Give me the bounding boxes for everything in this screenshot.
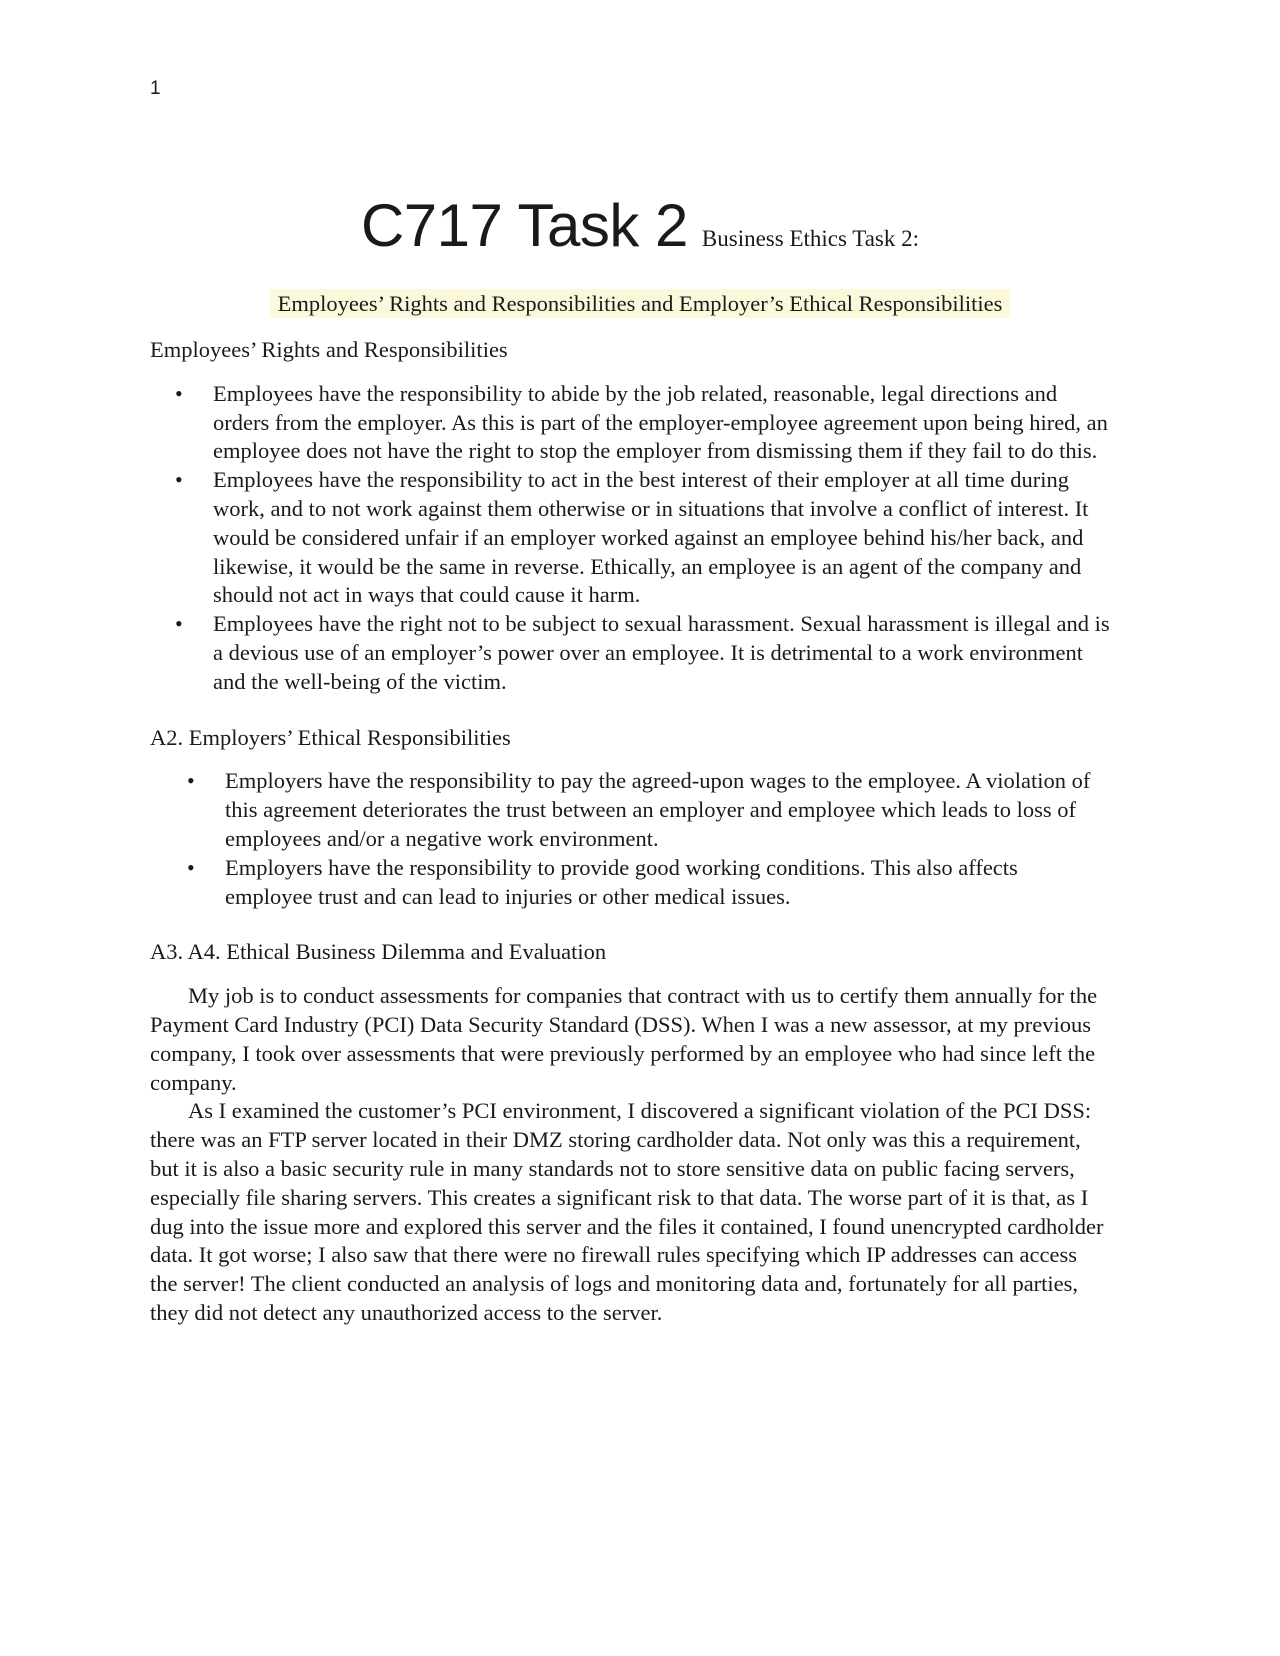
- spacer: [150, 911, 1110, 938]
- list-item-text: Employees have the responsibility to act in the best interest of their employer at all time during work, and to not work against them otherwise or in situations that involve a conflict of interest. It would be considered unfair if an employer worked against an employee behind his/her back, and likewise, it would be the same in reverse. Ethically, an employee is an agent of the company and should not act in ways that could cause it harm.: [213, 467, 1089, 608]
- list-item: [150, 610, 1110, 696]
- page-number: 1: [150, 78, 161, 99]
- document-body: [150, 336, 1110, 1328]
- list-item-text: Employers have the responsibility to pay the agreed-upon wages to the employee. A violation of this agreement deteriorates the trust between an employer and employee which leads to loss of employees and/or a negative work environment.: [225, 768, 1091, 851]
- bullet-icon: •: [187, 854, 195, 880]
- employee-rights-list: [150, 380, 1110, 697]
- document-title: [0, 192, 1280, 259]
- bullet-icon: •: [175, 380, 183, 406]
- title-main: C717 Task 2: [360, 192, 688, 259]
- body-paragraph: As I examined the customer’s PCI environment, I discovered a significant violation of the PCI DSS: there was an FTP server located in their DMZ storing cardholder data. Not only was this a requirement, but it is also a basic security rule in many standards not to store sensitive data on public facing servers, especially file sharing servers. This creates a significant risk to that data. The worse part of it is that, as I dug into the issue more and explored this server and the files it contained, I found unencrypted cardholder data. It got worse; I also saw that there were no firewall rules specifying which IP addresses can access the server! The client conducted an analysis of logs and monitoring data and, fortunately for all parties, they did not detect any unauthorized access to the server.: [150, 1098, 1104, 1325]
- list-item: [150, 767, 1110, 853]
- section-heading-employee-rights: Employees’ Rights and Responsibilities: [150, 337, 508, 362]
- list-item: [150, 466, 1110, 610]
- list-item-text: Employers have the responsibility to provide good working conditions. This also affects employee trust and can lead to injuries or other medical issues.: [225, 854, 1018, 909]
- bullet-icon: •: [175, 611, 183, 637]
- bullet-icon: •: [175, 467, 183, 493]
- employer-responsibilities-list: [150, 767, 1110, 911]
- body-paragraph: My job is to conduct assessments for companies that contract with us to certify them annually for the Payment Card Industry (PCI) Data Security Standard (DSS). When I was a new assessor, at my previous company, I took over assessments that were previously performed by an employee who had since left the company.: [150, 983, 1098, 1095]
- section-heading-employer-responsibilities: A2. Employers’ Ethical Responsibilities: [150, 724, 511, 750]
- list-item-text: Employees have the right not to be subject to sexual harassment. Sexual harassment is illegal and is a devious use of an employer’s power over an employee. It is detrimental to a work environment and the well-being of the victim.: [213, 611, 1110, 694]
- highlighted-subtitle: Employees’ Rights and Responsibilities and Employer’s Ethical Responsibilities: [270, 289, 1011, 318]
- section-heading-dilemma: A3. A4. Ethical Business Dilemma and Evaluation: [150, 939, 607, 965]
- bullet-icon: •: [187, 768, 195, 794]
- list-item-text: Employees have the responsibility to abide by the job related, reasonable, legal directions and orders from the employer. As this is part of the employer-employee agreement upon being hired, an employee does not have the right to stop the employer from dismissing them if they fail to do this.: [213, 380, 1108, 464]
- spacer: [150, 697, 1110, 724]
- title-subtitle-inline: Business Ethics Task 2:: [701, 226, 920, 251]
- document-subtitle: [0, 291, 1280, 317]
- list-item: [150, 854, 1110, 912]
- list-item: [150, 380, 1110, 466]
